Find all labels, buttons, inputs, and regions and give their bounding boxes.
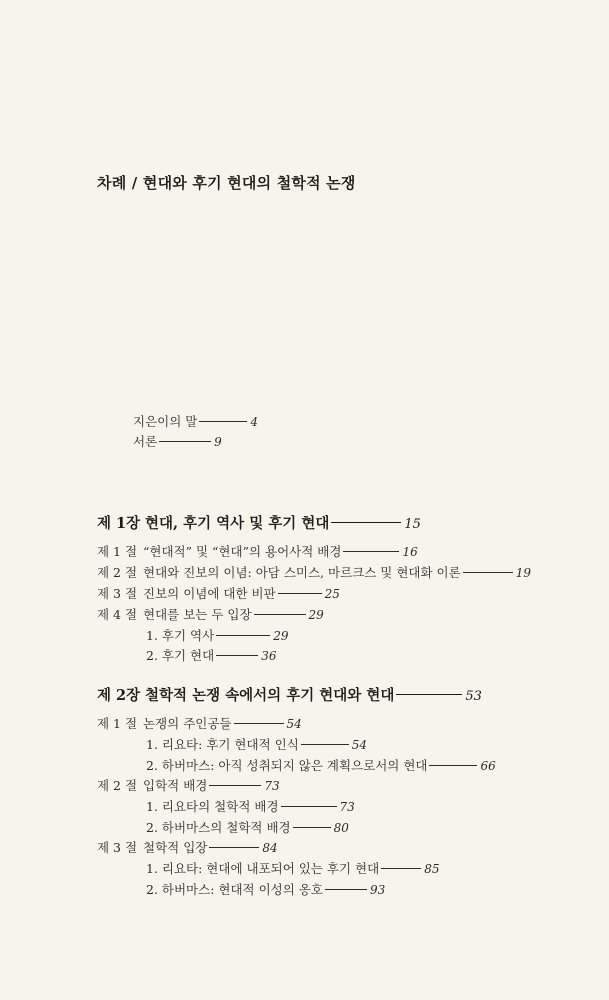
leader-line bbox=[293, 827, 331, 828]
toc-section bbox=[97, 563, 531, 581]
toc-subsection bbox=[146, 859, 439, 877]
section-label: “현대적” 및 “현대”의 용어사적 배경 bbox=[143, 544, 342, 559]
leader-line bbox=[331, 522, 401, 523]
section-label: 논쟁의 주인공들 bbox=[143, 716, 232, 731]
toc-section bbox=[97, 714, 302, 732]
toc-subsection bbox=[146, 646, 276, 664]
leader-line bbox=[216, 635, 270, 636]
subsection-page: 29 bbox=[273, 629, 289, 643]
leader-line bbox=[281, 806, 337, 807]
subsection-page: 85 bbox=[424, 862, 440, 876]
subsection-label: 1. 리요타의 철학적 배경 bbox=[146, 799, 279, 814]
toc-subsection bbox=[146, 818, 349, 836]
section-label: 진보의 이념에 대한 비판 bbox=[143, 586, 276, 601]
leader-line bbox=[325, 889, 367, 890]
toc-section bbox=[97, 838, 278, 856]
toc-subsection bbox=[146, 626, 288, 644]
subsection-label: 2. 하버마스: 현대적 이성의 옹호 bbox=[146, 882, 323, 897]
subsection-label: 2. 후기 현대 bbox=[146, 648, 215, 663]
section-page: 73 bbox=[264, 779, 280, 793]
toc-entry-preface bbox=[133, 412, 258, 430]
toc-chapter-2 bbox=[97, 684, 482, 705]
section-page: 84 bbox=[262, 841, 278, 855]
section-number: 제 3 절 bbox=[97, 840, 138, 855]
section-number: 제 3 절 bbox=[97, 586, 138, 601]
section-number: 제 1 절 bbox=[97, 716, 138, 731]
leader-line bbox=[343, 551, 399, 552]
subsection-page: 36 bbox=[261, 649, 277, 663]
chapter-label: 현대, 후기 역사 및 후기 현대 bbox=[145, 515, 330, 532]
subsection-label: 2. 하버마스: 아직 성취되지 않은 계획으로서의 현대 bbox=[146, 758, 428, 773]
section-page: 29 bbox=[308, 608, 324, 622]
toc-subsection bbox=[146, 797, 355, 815]
section-label: 현대를 보는 두 입장 bbox=[143, 607, 252, 622]
section-label: 현대와 진보의 이념: 아담 스미스, 마르크스 및 현대화 이론 bbox=[143, 565, 461, 580]
subsection-label: 1. 후기 역사 bbox=[146, 628, 215, 643]
leader-line bbox=[254, 614, 306, 615]
section-number: 제 1 절 bbox=[97, 544, 138, 559]
chapter-number: 제 1장 bbox=[97, 515, 141, 532]
leader-line bbox=[278, 593, 322, 594]
section-number: 제 2 절 bbox=[97, 565, 138, 580]
entry-page: 4 bbox=[250, 415, 258, 429]
subsection-page: 54 bbox=[351, 738, 368, 752]
section-page: 16 bbox=[402, 545, 418, 559]
entry-label: 지은이의 말 bbox=[133, 414, 198, 429]
toc-entry-introduction bbox=[133, 432, 222, 450]
leader-line bbox=[216, 655, 258, 656]
toc-subsection bbox=[146, 735, 367, 753]
leader-line bbox=[429, 765, 477, 766]
section-page: 54 bbox=[286, 717, 302, 731]
toc-subsection bbox=[146, 756, 496, 774]
chapter-page: 53 bbox=[465, 689, 482, 704]
section-label: 입학적 배경 bbox=[143, 778, 208, 793]
section-label: 철학적 입장 bbox=[143, 840, 208, 855]
toc-chapter-1 bbox=[97, 512, 421, 533]
chapter-number: 제 2장 bbox=[97, 687, 141, 704]
leader-line bbox=[209, 847, 259, 848]
toc-section bbox=[97, 542, 418, 560]
subsection-page: 66 bbox=[480, 759, 496, 773]
leader-line bbox=[234, 723, 284, 724]
leader-line bbox=[199, 421, 247, 422]
entry-label: 서론 bbox=[133, 434, 158, 449]
leader-line bbox=[396, 694, 462, 695]
chapter-page: 15 bbox=[404, 517, 421, 532]
subsection-page: 73 bbox=[339, 800, 355, 814]
toc-section bbox=[97, 776, 280, 794]
toc-title: 차례 / 현대와 후기 현대의 철학적 논쟁 bbox=[97, 174, 356, 192]
toc-section bbox=[97, 605, 324, 623]
leader-line bbox=[463, 572, 513, 573]
entry-page: 9 bbox=[214, 435, 222, 449]
leader-line bbox=[159, 441, 211, 442]
subsection-label: 1. 리요타: 후기 현대적 인식 bbox=[146, 737, 299, 752]
toc-subsection bbox=[146, 880, 385, 898]
section-page: 25 bbox=[324, 587, 340, 601]
section-number: 제 2 절 bbox=[97, 778, 138, 793]
chapter-label: 철학적 논쟁 속에서의 후기 현대와 현대 bbox=[145, 687, 395, 704]
section-number: 제 4 절 bbox=[97, 607, 138, 622]
leader-line bbox=[209, 785, 261, 786]
leader-line bbox=[301, 744, 349, 745]
subsection-label: 2. 하버마스의 철학적 배경 bbox=[146, 820, 291, 835]
subsection-page: 93 bbox=[369, 883, 386, 897]
section-page: 19 bbox=[515, 566, 531, 580]
subsection-page: 80 bbox=[333, 821, 349, 835]
toc-section bbox=[97, 584, 340, 602]
leader-line bbox=[381, 868, 421, 869]
subsection-label: 1. 리요타: 현대에 내포되어 있는 후기 현대 bbox=[146, 861, 380, 876]
